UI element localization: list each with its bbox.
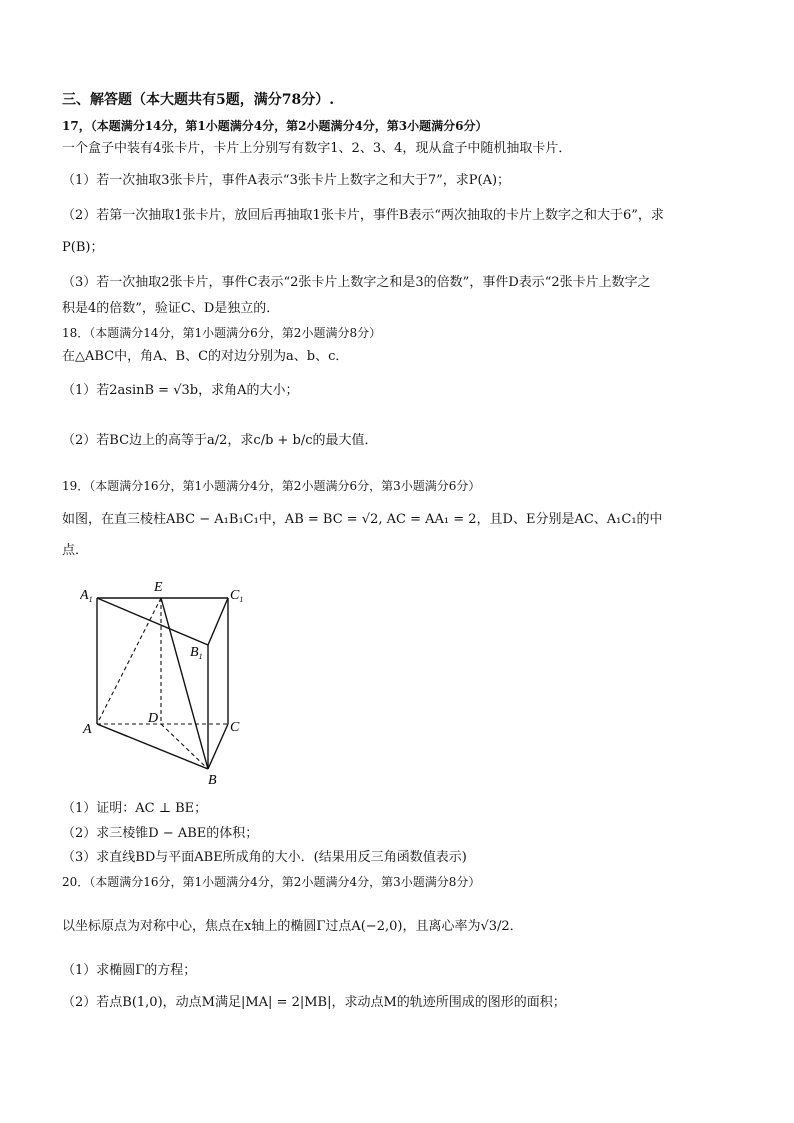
- label-a: A: [83, 722, 92, 737]
- edge-b-c: [208, 724, 228, 769]
- q20-part2: （2）若点B(1,0)，动点M满足|MA| = 2|MB|，求动点M的轨迹所围成的图形的面积；: [62, 995, 566, 1010]
- segment-e-b: [161, 598, 208, 769]
- label-a1: $A_1$: [80, 588, 93, 604]
- q17-part2-line2: P(B)；: [62, 240, 104, 255]
- q17-part2-line1: （2）若第一次抽取1张卡片，放回后再抽取1张卡片，事件B表示“两次抽取的卡片上数字之和大于6”，求: [62, 208, 664, 223]
- label-e: E: [154, 580, 163, 595]
- q19-part2: （2）求三棱锥D − ABE的体积；: [62, 826, 259, 841]
- q20-part1: （1）求椭圆Γ的方程；: [62, 963, 197, 978]
- q18-part2: （2）若BC边上的高等于a/2，求c/b + b/c的最大值．: [62, 433, 378, 448]
- q19-header: 19．（本题满分16分，第1小题满分4分，第2小题满分6分，第3小题满分6分）: [62, 479, 481, 493]
- q17-header: 17，（本题满分14分，第1小题满分4分，第2小题满分4分，第3小题满分6分）: [62, 119, 488, 133]
- q17-part1: （1）若一次抽取3张卡片，事件A表示“3张卡片上数字之和大于7”，求P(A)；: [62, 173, 511, 188]
- q17-part3-line1: （3）若一次抽取2张卡片，事件C表示“2张卡片上数字之和是3的倍数”，事件D表示“2张卡片上数字之: [62, 275, 651, 290]
- q19-part3: （3）求直线BD与平面ABE所成角的大小．(结果用反三角函数值表示): [62, 850, 467, 865]
- q18-header: 18．（本题满分14分，第1小题满分6分，第2小题满分8分）: [62, 326, 382, 340]
- edge-a-b: [97, 724, 208, 769]
- q18-part1: （1）若2asinB = √3b，求角A的大小；: [62, 383, 299, 398]
- label-c1: $C_1$: [230, 588, 244, 604]
- label-b1: $B_1$: [190, 645, 203, 661]
- q18-intro: 在△ABC中，角A、B、C的对边分别为a、b、c．: [62, 349, 349, 364]
- section-title: 三、解答题（本大题共有5题，满分78分）.: [62, 92, 335, 108]
- edge-a1-b1: [97, 598, 208, 645]
- q17-intro: 一个盒子中装有4张卡片，卡片上分别写有数字1、2、3、4，现从盒子中随机抽取卡片．: [62, 141, 572, 156]
- edge-b1-c1: [208, 598, 228, 645]
- q20-intro: 以坐标原点为对称中心，焦点在x轴上的椭圆Γ过点A(−2,0)，且离心率为√3/2．: [62, 919, 523, 934]
- label-d: D: [148, 711, 159, 726]
- q17-part3-line2: 积是4的倍数”，验证C、D是独立的．: [62, 301, 280, 316]
- dashed-d-b: [161, 724, 208, 769]
- dashed-e-a: [97, 598, 161, 724]
- q19-part1: （1）证明：AC ⊥ BE；: [62, 801, 208, 816]
- label-b: B: [208, 773, 217, 788]
- q20-header: 20．（本题满分16分，第1小题满分4分，第2小题满分4分，第3小题满分8分）: [62, 875, 481, 889]
- prism-figure: [80, 575, 260, 790]
- q19-intro-line1: 如图，在直三棱柱ABC − A₁B₁C₁中，AB = BC = √2, AC = AA₁ = 2，且D、E分别是AC、A₁C₁的中: [62, 512, 663, 527]
- q19-intro-line2: 点．: [62, 543, 89, 558]
- label-c: C: [230, 720, 240, 735]
